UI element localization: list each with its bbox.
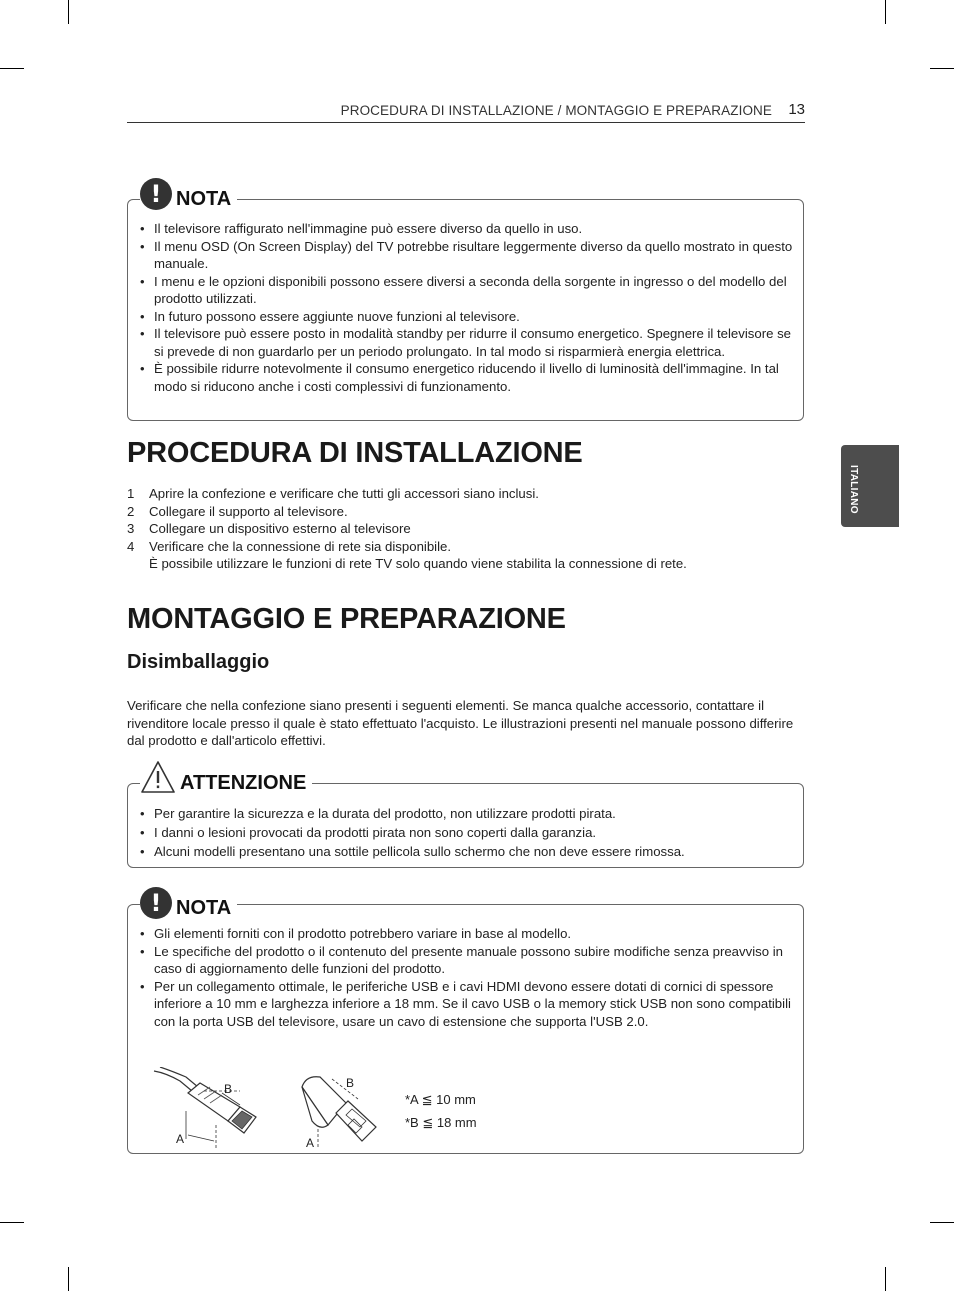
step-item	[127, 520, 805, 538]
section-title-assembly: MONTAGGIO E PREPARAZIONE	[127, 603, 566, 635]
list-item: • Il televisore può essere posto in modalità standby per ridurre il consumo energetico. Spegnere il televisore se si prevede di non guardarlo per un periodo prolungato. In tal modo si risparmierà energia elettrica.	[140, 325, 793, 360]
list-item: • I danni o lesioni provocati da prodotti pirata non sono coperti dalla garanzia.	[140, 823, 793, 842]
step-number: 4	[127, 538, 135, 554]
usb-stick-illustration	[296, 1071, 386, 1149]
dimension-notes	[405, 1088, 477, 1134]
step-item	[127, 485, 805, 503]
dimension-b: *B ≦ 18 mm	[405, 1115, 477, 1130]
running-header	[127, 100, 805, 123]
label-a: A	[176, 1132, 185, 1146]
note-list	[140, 220, 793, 395]
list-item: • Il televisore raffigurato nell'immagine può essere diverso da quello in uso.	[140, 220, 793, 238]
list-item: • Alcuni modelli presentano una sottile pellicola sullo schermo che non deve essere rimossa.	[140, 842, 793, 861]
step-text: Verificare che la connessione di rete sia disponibile.	[149, 538, 452, 554]
step-text: Collegare un dispositivo esterno al televisore	[149, 521, 411, 536]
note-heading	[140, 176, 237, 211]
intro-paragraph: Verificare che nella confezione siano presenti i seguenti elementi. Se manca qualche accessorio, contattare il rivenditore locale presso il quale è stato effettuato l'acquisto. Le illustrazioni presenti nel manuale possono differire dal prodotto e dall'articolo effettivi.	[127, 698, 794, 748]
header-title: PROCEDURA DI INSTALLAZIONE / MONTAGGIO E PREPARAZIONE	[340, 103, 772, 118]
step-text: Collegare il supporto al televisore.	[149, 503, 348, 519]
list-item: • È possibile ridurre notevolmente il consumo energetico riducendo il livello di luminosità dell'immagine. In tal modo si riducono anche i costi complessivi di funzionamento.	[140, 360, 793, 395]
list-item: • Il menu OSD (On Screen Display) del TV potrebbe risultare leggermente diverso da quello mostrato in questo manuale.	[140, 238, 793, 273]
caution-box	[127, 772, 804, 868]
label-b: B	[224, 1082, 233, 1096]
label-b: B	[346, 1076, 355, 1090]
step-item	[127, 538, 805, 573]
subsection-title: Disimballaggio	[127, 651, 270, 673]
hdmi-connector-illustration	[152, 1067, 262, 1149]
step-number: 2	[127, 503, 135, 519]
step-number: 1	[127, 486, 135, 501]
install-steps	[127, 485, 805, 573]
list-item: • I menu e le opzioni disponibili possono essere diversi a seconda della sorgente in ingresso o del modello del prodotto utilizzati.	[140, 273, 793, 308]
language-tab-label: ITALIANO	[848, 464, 859, 514]
crop-mark	[0, 68, 24, 69]
step-item	[127, 503, 805, 521]
language-tab	[841, 445, 899, 527]
exclamation-icon: !	[140, 178, 172, 210]
step-text: Aprire la confezione e verificare che tutti gli accessori siano inclusi.	[149, 486, 539, 501]
exclamation-icon: !	[140, 887, 172, 919]
warning-triangle-icon	[140, 760, 176, 794]
list-item: • Per un collegamento ottimale, le periferiche USB e i cavi HDMI devono essere dotati di cornici di spessore inferiore a 10 mm e larghezza inferiore a 18 mm. Se il cavo USB o la memory stick USB non sono compatibili con la porta USB del televisore, usare un cavo di estensione che supporta l'USB 2.0.	[140, 978, 793, 1031]
crop-mark	[885, 0, 886, 24]
caution-list	[140, 804, 793, 861]
note-box	[127, 179, 804, 421]
crop-mark	[68, 0, 69, 24]
dimension-a: *A ≦ 10 mm	[405, 1092, 476, 1107]
note-heading	[140, 885, 237, 920]
list-item: • Per garantire la sicurezza e la durata del prodotto, non utilizzare prodotti pirata.	[140, 804, 793, 823]
crop-mark	[885, 1267, 886, 1291]
crop-mark	[930, 68, 954, 69]
list-item: • Le specifiche del prodotto o il contenuto del presente manuale possono subire modifiche senza preavviso in caso di aggiornamento delle funzioni del prodotto.	[140, 943, 793, 978]
step-extra-text: È possibile utilizzare le funzioni di rete TV solo quando viene stabilita la connessione di rete.	[149, 556, 687, 571]
caution-heading	[140, 758, 312, 795]
list-item: • In futuro possono essere aggiunte nuove funzioni al televisore.	[140, 308, 793, 326]
label-a: A	[306, 1136, 315, 1149]
crop-mark	[68, 1267, 69, 1291]
crop-mark	[930, 1222, 954, 1223]
page-number: 13	[788, 101, 805, 118]
note-label: NOTA	[176, 897, 232, 919]
crop-mark	[0, 1222, 24, 1223]
caution-label: ATTENZIONE	[180, 772, 307, 794]
note-box	[127, 888, 804, 1154]
note-label: NOTA	[176, 188, 232, 210]
note-list	[140, 925, 793, 1030]
section-title-install: PROCEDURA DI INSTALLAZIONE	[127, 437, 583, 469]
step-number: 3	[127, 521, 135, 536]
list-item: • Gli elementi forniti con il prodotto potrebbero variare in base al modello.	[140, 925, 793, 943]
